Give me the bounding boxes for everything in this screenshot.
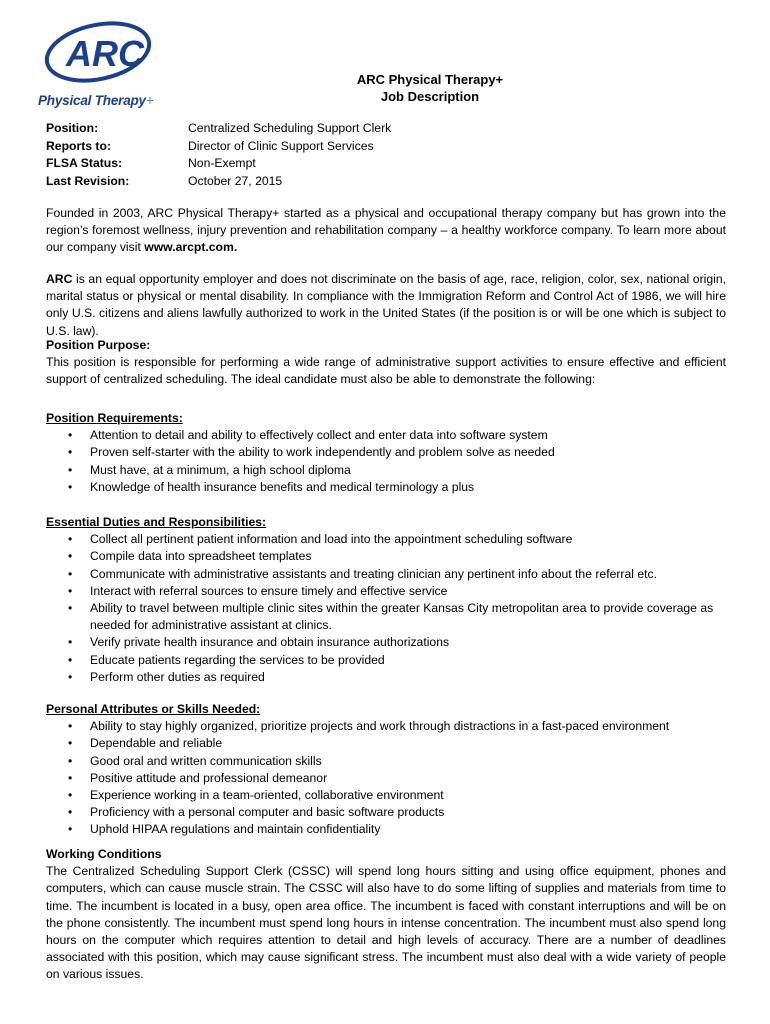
meta-row-reports-to	[46, 138, 391, 156]
duties-heading: Essential Duties and Responsibilities:	[46, 515, 267, 529]
company-website-link[interactable]: www.arcpt.com.	[144, 240, 238, 255]
meta-value: Non-Exempt	[188, 156, 256, 170]
list-item: • Verify private health insurance and obtain insurance authorizations	[46, 634, 726, 651]
job-meta	[46, 120, 391, 190]
list-item: • Attention to detail and ability to effectively collect and enter data into software system	[46, 427, 726, 444]
title-line-2: Job Description	[380, 89, 480, 104]
eeo-text: is an equal opportunity employer and does not discriminate on the basis of age, race, religion, color, sex, national origin, marital status or physical or mental disability. In compliance with the Immigration Reform and Control Act of 1986, we will hire only U.S. citizens and aliens lawfully authorized to work in the United States (if the position is or will be one which is subject to U.S. law).	[46, 272, 726, 338]
attributes-list	[46, 718, 726, 838]
meta-row-last-revision	[46, 173, 391, 191]
list-item: • Good oral and written communication skills	[46, 753, 726, 770]
list-item: • Positive attitude and professional demeanor	[46, 770, 726, 787]
duties-section	[46, 514, 726, 686]
purpose-heading: Position Purpose:	[46, 338, 151, 352]
meta-value: Director of Clinic Support Services	[188, 138, 374, 153]
list-item: • Ability to travel between multiple clinic sites within the greater Kansas City metropolitan area to provide coverage as needed for administrative assistant at clinics.	[46, 600, 726, 634]
list-item: • Knowledge of health insurance benefits and medical terminology a plus	[46, 479, 726, 496]
list-item: • Collect all pertinent patient information and load into the appointment scheduling software	[46, 531, 726, 548]
list-item: • Compile data into spreadsheet templates	[46, 548, 726, 565]
attributes-section	[46, 701, 726, 839]
meta-label: Reports to:	[46, 138, 111, 153]
list-item: • Interact with referral sources to ensure timely and effective service	[46, 583, 726, 600]
meta-value: October 27, 2015	[188, 173, 283, 188]
working-conditions-heading: Working Conditions	[46, 847, 162, 861]
list-item: • Educate patients regarding the services to be provided	[46, 652, 726, 669]
logo-plus: +	[145, 93, 154, 108]
requirements-list	[46, 427, 726, 496]
list-item: • Proven self-starter with the ability to work independently and problem solve as needed	[46, 444, 726, 461]
meta-label: Position:	[46, 121, 99, 135]
list-item: • Uphold HIPAA regulations and maintain confidentiality	[46, 821, 726, 838]
eeo-paragraph	[46, 271, 726, 340]
list-item: • Dependable and reliable	[46, 735, 726, 752]
eeo-lead: ARC	[46, 272, 73, 286]
list-item: • Ability to stay highly organized, prioritize projects and work through distractions in a fast-paced environment	[46, 718, 726, 735]
attributes-heading: Personal Attributes or Skills Needed:	[46, 702, 261, 716]
intro-paragraph	[46, 205, 726, 257]
purpose-text: This position is responsible for performing a wide range of administrative support activities to ensure effective and efficient support of centralized scheduling. The ideal candidate must also be able to demonstrate the following:	[46, 355, 726, 387]
meta-row-position	[46, 120, 391, 138]
list-item: • Must have, at a minimum, a high school diploma	[46, 462, 726, 479]
meta-label: Last Revision:	[46, 173, 130, 188]
title-line-1: ARC Physical Therapy+	[356, 72, 504, 87]
purpose-section	[46, 337, 726, 389]
document-title	[0, 71, 770, 105]
list-item: • Perform other duties as required	[46, 669, 726, 686]
logo-tagline: Physical Therapy+	[38, 93, 154, 108]
list-item: • Communicate with administrative assistants and treating clinician any pertinent info about the referral etc.	[46, 566, 726, 583]
working-conditions-section	[46, 846, 726, 984]
requirements-heading: Position Requirements:	[46, 411, 183, 425]
duties-list	[46, 531, 726, 686]
meta-label: FLSA Status:	[46, 156, 123, 170]
requirements-section	[46, 410, 726, 496]
logo-brand-text: ARC	[66, 33, 144, 74]
meta-row-flsa-status	[46, 155, 391, 173]
list-item: • Proficiency with a personal computer and basic software products	[46, 804, 726, 821]
intro-text: Founded in 2003, ARC Physical Therapy+ started as a physical and occupational therapy company but has grown into the region’s foremost wellness, injury prevention and rehabilitation company – a healthy workforce company. To learn more about our company visit	[46, 206, 726, 255]
list-item: • Experience working in a team-oriented, collaborative environment	[46, 787, 726, 804]
meta-value: Centralized Scheduling Support Clerk	[188, 121, 392, 135]
working-conditions-text: The Centralized Scheduling Support Clerk (CSSC) will spend long hours sitting and using office equipment, phones and computers, which can cause muscle strain. The CSSC will also have to do some lifting of supplies and materials from time to time. The incumbent is located in a busy, open area office. The incumbent is faced with constant interruptions and will be on the phone consistently. The incumbent must spend long hours in intense concentration. The incumbent must also spend long hours on the computer which requires attention to detail and high levels of accuracy. There are a number of deadlines associated with this position, which may cause significant stress. The incumbent must also deal with a wide variety of people on various issues.	[46, 864, 726, 982]
